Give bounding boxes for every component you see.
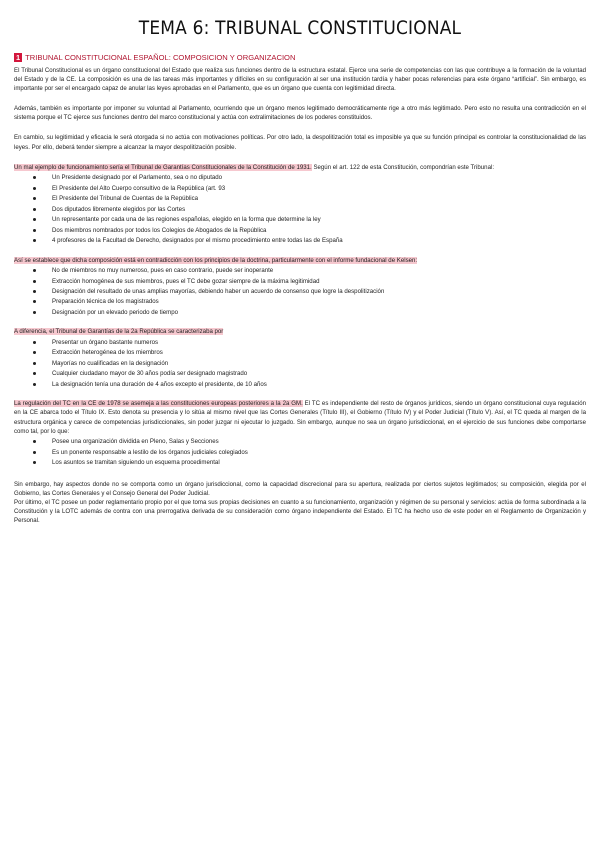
list-second-republic [14,338,586,389]
paragraph-ce-1978 [14,399,586,435]
list-item: Es un ponente responsable a lestilo de los órganos judiciales colegiados [14,448,586,457]
list-item: No de miembros no muy numeroso, pues en caso contrario, puede ser inoperante [14,266,586,275]
list-item: El Presidente del Tribunal de Cuentas de la República [14,194,586,203]
highlight-1931: Un mal ejemplo de funcionamiento sería el Tribunal de Garantías Constitucionales de la Constitución de 1931. [14,163,312,171]
section-heading-text: TRIBUNAL CONSTITUCIONAL ESPAÑOL: COMPOSICION Y ORGANIZACION [25,53,296,62]
list-item: El Presidente del Alto Cuerpo consultivo de la República (art. 93 [14,184,586,193]
section-heading [14,53,586,62]
paragraph-non-jurisdictional: Sin embargo, hay aspectos donde no se comporta como un órgano jurisdiccional, como la capacidad discrecional para su apertura, realizada por ciertos sujetos legitimados; su composición, elegida por el Gobierno, las Cortes Generales y el Consejo General del Poder Judicial. [14,480,586,497]
paragraph-ce-1978-rest: El TC es independiente del resto de órganos jurídicos, siendo un órgano constitucional cuya regulación en la CE abarca todo el Título IX. Esto denota su presencia y lo sitúa al mismo nivel que las Cortes Generales (Título III), el Gobierno (Título IV) y el Poder Judicial (Título V). Así, el TC queda al margen de la estructura orgánica y carece de competencias jurisdiccionales, sin poder juzgar ni ejecutar lo juzgado. Sin embargo, aunque no sea un órgano jurisdiccional, en el ejercicio de sus funciones debe comportarse como tal, por lo que: [14,400,586,435]
section-number-badge: 1 [16,53,21,62]
list-item: La designación tenía una duración de 4 años excepto el presidente, de 10 años [14,380,586,389]
highlight-kelsen: Así se establece que dicha composición está en contradicción con los principios de la doctrina, particularmente con el informe fundacional de Kelsen: [14,256,418,264]
list-item: Un representante por cada una de las regiones españolas, elegido en la forma que determine la ley [14,215,586,224]
highlight-second-republic: A diferencia, el Tribunal de Garantías de la 2a República se caracterizaba por [14,328,224,336]
paragraph-legitimacy: Además, también es importante por imponer su voluntad al Parlamento, ocurriendo que un órgano menos legitimado democráticamente rige a otro más legitimado. Pero esto no resulta una contradicción en el sistema porque el TC ejerce sus funciones dentro del marco constitucional y actúa con extralimitaciones de los poderes constituidos. [14,105,586,122]
list-item: Los asuntos se tramitan siguiendo un esquema procedimental [14,458,586,467]
list-kelsen-principles [14,266,586,317]
list-item: Designación por un elevado periodo de tiempo [14,308,586,317]
list-item: Preparación técnica de los magistrados [14,297,586,306]
list-item: Un Presidente designado por el Parlamento, sea o no diputado [14,173,586,182]
list-1931-members [14,173,586,245]
list-item: Extracción heterogénea de los miembros [14,348,586,357]
highlight-ce-1978: La regulación del TC en la CE de 1978 se asemeja a las constituciones europeas posteriores a la 2a GM. [14,400,303,408]
paragraph-intro: El Tribunal Constitucional es un órgano constitucional del Estado que realiza sus funciones dentro de la estructura estatal. Ejerce una serie de competencias con las que contribuye a la formación de la voluntad del Estado y de la CE. La composición es una de las tareas más importantes y difíciles en su configuración al ser una institución tardía y haber pocas referencias para este órgano “artificial”. Sin embargo, es importante por ser el encargado capaz de anular las leyes aprobadas en el Parlamento, que es un órgano que cuenta con legitimidad directa. [14,67,586,93]
list-item: 4 profesores de la Facultad de Derecho, designados por el mismo procedimiento entre todas las de España [14,236,586,245]
list-item: Presentar un órgano bastante numeros [14,338,586,347]
paragraph-regulatory-power: Por último, el TC posee un poder reglamentario propio por el que toma sus propias decisiones en cuanto a su funcionamiento, organización y régimen de su personal y servicios: actúa de forma subordinada a la Constitución y la LOTC además de contra con una prerrogativa derivada de su consideración como órgano independiente del Estado. El TC ha hecho uso de este poder en el Reglamento de Organización y Personal. [14,498,586,524]
list-tc-organization [14,437,586,467]
paragraph-kelsen [14,256,586,265]
list-item: Posee una organización dividida en Pleno, Salas y Secciones [14,437,586,446]
paragraph-1931-rest: Según el art. 122 de esta Constitución, compondrían este Tribunal: [311,163,495,171]
page-title: TEMA 6: TRIBUNAL CONSTITUCIONAL [138,18,462,39]
paragraph-politicization: En cambio, su legitimidad y eficacia le será otorgada si no actúa con motivaciones políticas. Por otro lado, la despolitización total es imposible ya que su función principal es controlar la constitucionalidad de las leyes. Por ello, deberá tender siempre a alcanzar la mayor despolitización posible. [14,134,586,151]
list-item: Mayorías no cualificadas en la designación [14,359,586,368]
list-item: Dos miembros nombrados por todos los Colegios de Abogados de la República [14,226,586,235]
list-item: Cualquier ciudadano mayor de 30 años podía ser designado magistrado [14,369,586,378]
paragraph-second-republic [14,327,586,336]
list-item: Designación del resultado de unas amplias mayorías, debiendo haber un acuerdo de consenso que logre la despolitización [14,287,586,296]
list-item: Dos diputados libremente elegidos por las Cortes [14,205,586,214]
paragraph-1931-example [14,163,586,172]
list-item: Extracción homogénea de sus miembros, pues el TC debe gozar siempre de la máxima legitimidad [14,277,586,286]
